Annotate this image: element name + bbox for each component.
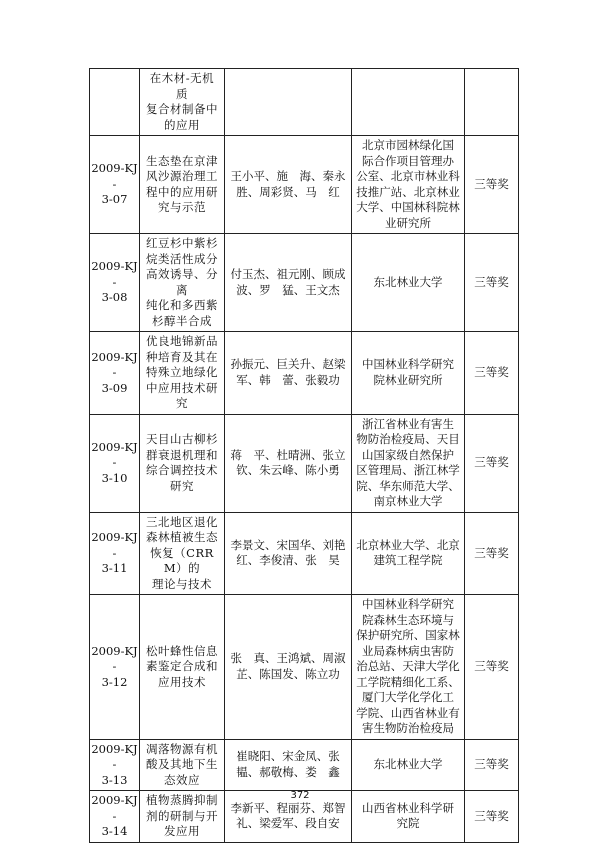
cell-award [465, 69, 519, 136]
cell-award [465, 414, 519, 512]
cell-id-text: 2009-KJ- 3-07 [91, 161, 138, 207]
cell-id-text: 2009-KJ- 3-13 [91, 741, 138, 787]
page-number: 372 [290, 790, 310, 801]
cell-title-text: 优良地锦新品 种培育及其在 特殊立地绿化 中应用技术研 究 [146, 334, 218, 410]
cell-id-text: 2009-KJ- 3-14 [91, 793, 138, 838]
cell-people-text: 崔晓阳、宋金凤、张 韫、郝敬梅、娄 鑫 [236, 749, 340, 779]
cell-id-text: 2009-KJ- 3-11 [91, 530, 138, 575]
cell-title [140, 69, 225, 136]
table-row [90, 739, 519, 791]
table-row [90, 234, 519, 332]
cell-org [352, 332, 465, 415]
cell-people [225, 234, 352, 332]
cell-people [225, 739, 352, 791]
cell-title [140, 414, 225, 512]
cell-people-text: 孙振元、巨关升、赵梁 军、韩 蕾、张毅功 [230, 357, 346, 387]
cell-award-text: 三等奖 [474, 757, 509, 771]
cell-org-text: 中国林业科学研究 院森林生态环境与 保护研究所、国家林 业局森林病虫害防 治总站、天津大学化 工学院精细化工系、 厦门大学化学化工 学院、山西省林业有 害生物防治检疫局 [356, 597, 460, 735]
cell-org-text: 东北林业大学 [373, 274, 443, 289]
table-row [90, 414, 519, 512]
cell-title-text: 红豆杉中紫杉 烷类活性成分 高效诱导、分离 纯化和多西紫 杉醇半合成 [146, 236, 218, 328]
cell-title [140, 332, 225, 415]
cell-people-text: 付玉杰、祖元刚、顾成 波、罗 猛、王文杰 [230, 267, 346, 297]
cell-award [465, 332, 519, 415]
cell-title [140, 512, 225, 595]
cell-award-text [465, 100, 518, 104]
cell-org-text [352, 100, 464, 104]
cell-org-text: 中国林业科学研究 院林业研究所 [362, 357, 454, 387]
cell-people-text [225, 100, 351, 104]
cell-id [90, 69, 140, 136]
cell-title-text: 植物蒸腾抑制 剂的研制与开 发应用 [146, 793, 218, 838]
cell-org-text: 浙江省林业有害生 物防治检疫局、天目 山国家级自然保护 区管理局、浙江林学 院、华东师范大学、 南京林业大学 [356, 416, 460, 508]
cell-award-text: 三等奖 [474, 176, 509, 191]
cell-award-text: 三等奖 [474, 545, 509, 560]
cell-id [90, 595, 140, 740]
cell-org-text: 北京林业大学、北京 建筑工程学院 [356, 537, 460, 568]
cell-award [465, 136, 519, 234]
cell-org [352, 234, 465, 332]
table-row [90, 332, 519, 415]
cell-title-text: 三北地区退化 森林植被生态 恢复（CRRM）的 理论与技术 [146, 514, 218, 591]
cell-award [465, 512, 519, 595]
cell-id [90, 234, 140, 332]
cell-title-text: 松叶蜂性信息 素鉴定合成和 应用技术 [146, 643, 218, 689]
cell-title [140, 234, 225, 332]
cell-award-text: 三等奖 [474, 659, 509, 673]
cell-people [225, 69, 352, 136]
cell-org-text: 山西省林业科学研 究院 [362, 800, 454, 831]
table-row [90, 512, 519, 595]
cell-org [352, 512, 465, 595]
awards-table [89, 68, 519, 843]
cell-org [352, 739, 465, 791]
cell-id [90, 739, 140, 791]
cell-award-text: 三等奖 [474, 808, 509, 823]
cell-title [140, 739, 225, 791]
cell-people [225, 136, 352, 234]
cell-people-text: 蒋 平、杜晴洲、张立 钦、朱云峰、陈小勇 [230, 447, 346, 477]
cell-org [352, 69, 465, 136]
cell-people-text: 王小平、施 海、秦永 胜、周彩贤、马 红 [230, 169, 346, 199]
cell-award [465, 595, 519, 740]
cell-id-text: 2009-KJ- 3-10 [91, 439, 138, 485]
cell-award [465, 739, 519, 791]
cell-people [225, 332, 352, 415]
cell-title [140, 595, 225, 740]
cell-id [90, 512, 140, 595]
cell-people [225, 414, 352, 512]
cell-id-text: 2009-KJ- 3-12 [91, 643, 138, 689]
cell-people-text: 张 真、王鸿斌、周淑 芷、陈国发、陈立功 [230, 651, 346, 681]
cell-title-text: 在木材-无机质 复合材制备中 的应用 [146, 71, 218, 132]
cell-title-text: 天目山古柳杉 群衰退机理和 综合调控技术 研究 [146, 432, 218, 493]
cell-award [465, 234, 519, 332]
cell-org-text: 东北林业大学 [373, 757, 443, 771]
table-row [90, 69, 519, 136]
cell-award-text: 三等奖 [474, 365, 509, 379]
cell-id-text: 2009-KJ- 3-08 [91, 259, 138, 305]
cell-people [225, 595, 352, 740]
cell-title-text: 凋落物源有机 酸及其地下生 态效应 [146, 741, 218, 787]
cell-id-text: 2009-KJ- 3-09 [91, 349, 138, 395]
cell-org-text: 北京市园林绿化国 际合作项目管理办 公室、北京市林业科 技推广站、北京林业 大学、中国林科院林 业研究所 [356, 138, 460, 230]
cell-org [352, 595, 465, 740]
cell-people [225, 512, 352, 595]
cell-title [140, 136, 225, 234]
cell-id [90, 136, 140, 234]
cell-org [352, 136, 465, 234]
table-row [90, 136, 519, 234]
cell-id [90, 332, 140, 415]
cell-award-text: 三等奖 [474, 455, 509, 470]
cell-title-text: 生态垫在京津 风沙源治理工 程中的应用研 究与示范 [146, 153, 218, 214]
cell-org [352, 414, 465, 512]
table-row [90, 595, 519, 740]
cell-people-text: 李新平、程丽芬、郑智 礼、梁爱军、段自安 [230, 800, 346, 831]
cell-id [90, 414, 140, 512]
cell-award-text: 三等奖 [474, 274, 509, 289]
cell-people-text: 李景文、宋国华、刘艳 红、李俊清、张 昊 [230, 537, 346, 568]
